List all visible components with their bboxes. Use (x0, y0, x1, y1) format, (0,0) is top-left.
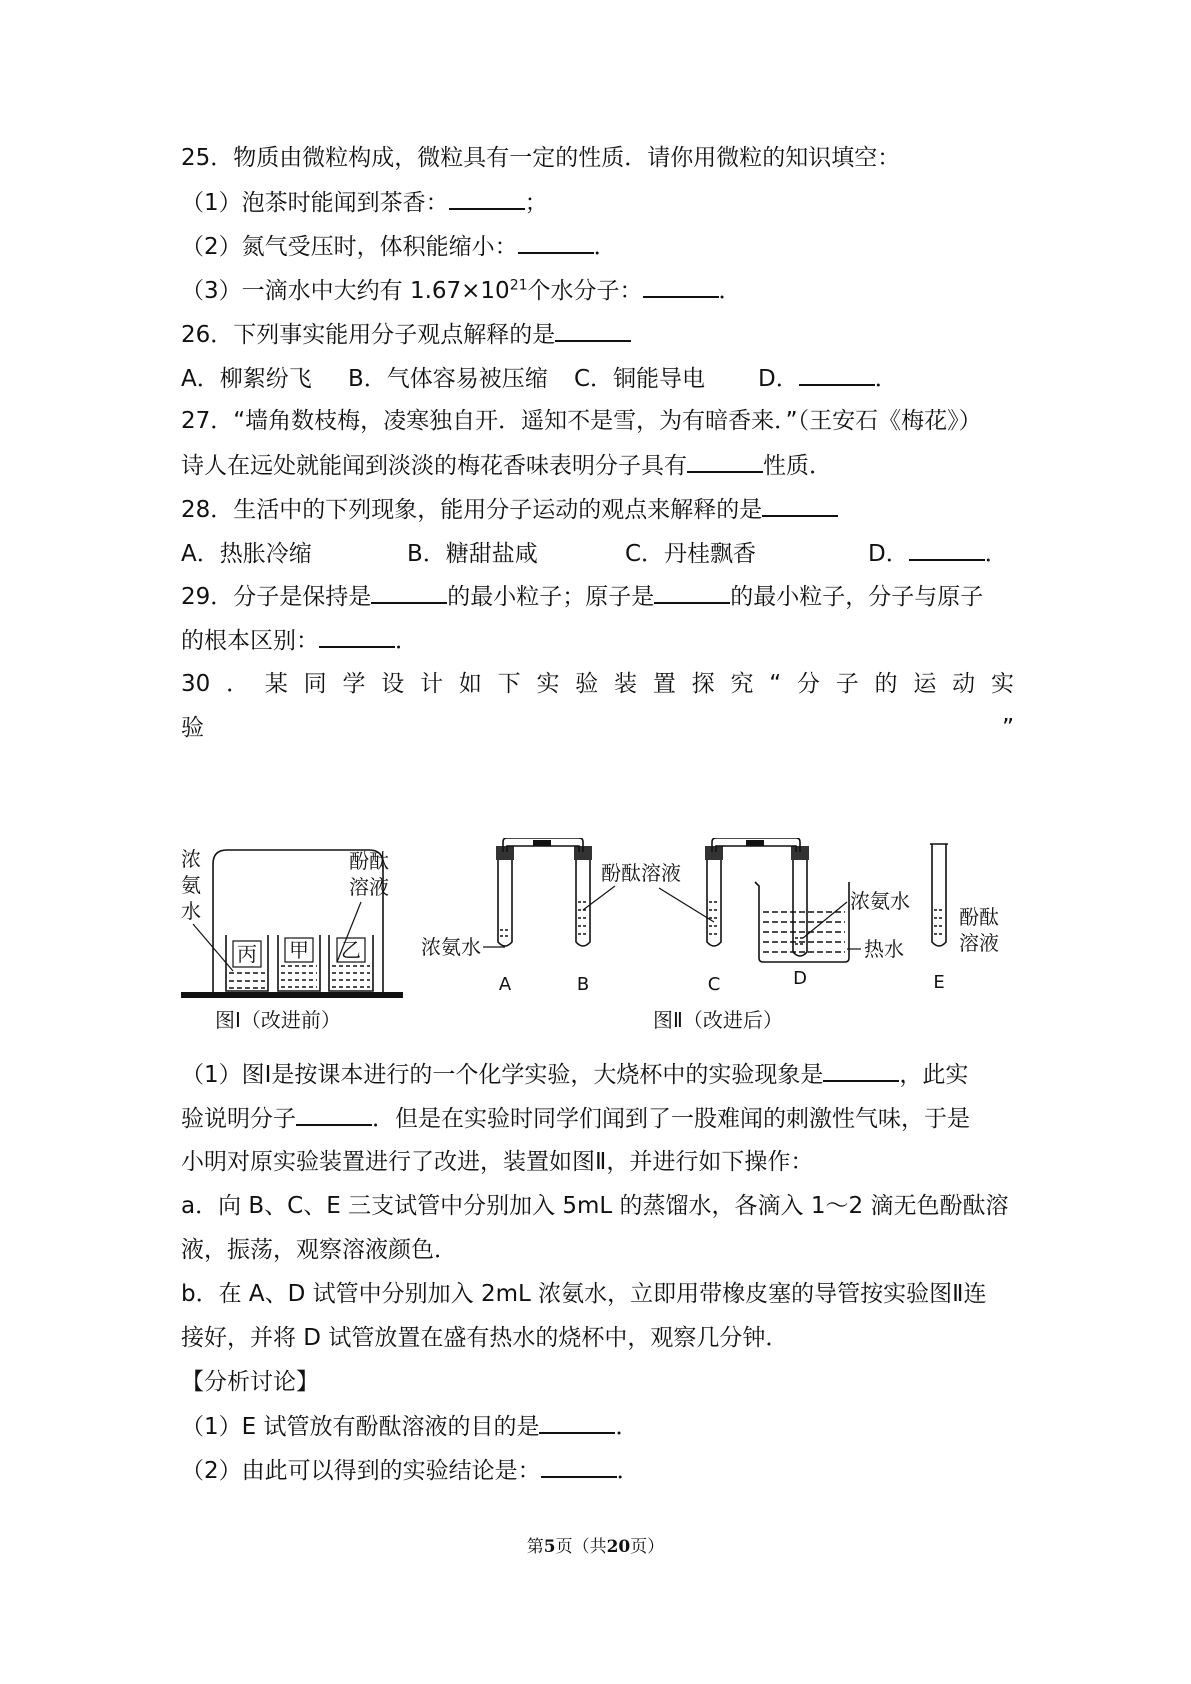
q25-part2-end: ． (593, 234, 617, 260)
q29-text-c: 的最小粒子，分子与原子 (730, 584, 984, 610)
q27-line2-text-a: 诗人在远处就能闻到淡淡的梅花香味表明分子具有 (181, 453, 687, 479)
q27-line2-text-b: 性质． (763, 453, 832, 479)
q30-s1-line3: 小明对原实验装置进行了改进，装置如图Ⅱ，并进行如下操作： (181, 1149, 814, 1175)
tube-b-label: B (576, 974, 590, 995)
answer-blank[interactable] (643, 274, 719, 298)
answer-blank[interactable] (319, 624, 395, 648)
fig1-phenol-label-2: 溶液 (349, 875, 389, 899)
tube-a (496, 846, 514, 946)
tube-d-label: D (793, 968, 807, 989)
q28-option-d: D． (868, 541, 909, 567)
q29-line1 (181, 580, 983, 613)
q30-d1-text: （1）E 试管放有酚酞溶液的目的是 (181, 1414, 540, 1440)
q29-line2-text-a: 的根本区别： (181, 628, 319, 654)
fig1-caption: 图Ⅰ（改进前） (215, 1008, 341, 1032)
q30-char: 装 (614, 671, 638, 697)
tube-e (930, 844, 948, 946)
q26-option-c: C．铜能导电 (574, 366, 706, 392)
answer-blank[interactable] (449, 186, 525, 210)
q27-line2 (181, 449, 832, 482)
answer-blank[interactable] (541, 1454, 617, 1478)
page-footer (0, 1532, 1191, 1557)
answer-blank[interactable] (296, 1102, 372, 1126)
q30-line2 (181, 712, 1014, 744)
q30-char: 运 (913, 671, 937, 697)
beaker-yi-label: 乙 (341, 938, 361, 962)
fig2-ammonia-left-label: 浓氨水 (421, 935, 481, 959)
platform (181, 992, 403, 998)
tube-d (791, 846, 809, 956)
q30-step-a-line2: 液，振荡，观察溶液颜色． (181, 1237, 457, 1263)
q25-part2-text: （2）氮气受压时，体积能缩小： (181, 234, 518, 260)
q25-part2 (181, 230, 617, 263)
fig1-ammonia-label-2: 氨 (181, 873, 201, 897)
q30-step-b-line1: b．在 A、D 试管中分别加入 2mL 浓氨水，立即用带橡皮塞的导管按实验图Ⅱ连 (181, 1281, 987, 1307)
q25-part3-text-b: 个水分子： (527, 278, 643, 304)
q25-part1-end: ； (524, 190, 548, 216)
tube-e-label: E (933, 972, 945, 993)
fig1-ammonia-label-3: 水 (181, 899, 201, 923)
q28-option-a: A．热胀冷缩 (181, 541, 312, 567)
q30-char: 设 (381, 671, 405, 697)
q30-char: “ (769, 671, 782, 697)
q26-option-d-end: ． (874, 366, 898, 392)
fig2-hot-water-label: 热水 (864, 937, 904, 961)
q28-stem: 28．生活中的下列现象，能用分子运动的观点来解释的是 (181, 497, 763, 523)
q30-s1-line2 (181, 1102, 970, 1135)
q30-char: 计 (420, 671, 444, 697)
q29-text-b: 的最小粒子；原子是 (447, 584, 655, 610)
q26-option-b: B．气体容易被压缩 (348, 366, 548, 392)
connector-cd-clip (746, 840, 764, 846)
q30-char: 置 (652, 671, 676, 697)
q25-part1 (181, 186, 548, 219)
q28-option-d-end: ． (984, 541, 1008, 567)
answer-blank[interactable] (555, 318, 631, 342)
q30-char: 究 (730, 671, 754, 697)
answer-blank[interactable] (518, 230, 594, 254)
q30-d2 (181, 1454, 640, 1487)
q30-step-a-line1: a．向 B、C、E 三支试管中分别加入 5mL 的蒸馏水，各滴入 1～2 滴无色酚酞溶 (181, 1193, 1009, 1219)
q30-line2-text-b: ” (1002, 715, 1014, 741)
answer-blank[interactable] (823, 1058, 899, 1082)
connector-cd-inner (716, 846, 796, 852)
q29-text-a: 29．分子是保持是 (181, 584, 372, 610)
q29-line2-text-b: ． (395, 628, 418, 654)
tube-e-body (932, 844, 946, 946)
footer-mid: 页（共 (555, 1537, 607, 1557)
q30-char: ． (226, 671, 250, 697)
answer-blank[interactable] (539, 1410, 615, 1434)
tube-a-label: A (498, 974, 512, 995)
q26-options (181, 362, 898, 395)
q30-line2-text-a: 验 (181, 715, 204, 741)
answer-blank[interactable] (371, 580, 447, 604)
q30-d2-text: （2）由此可以得到的实验结论是： (181, 1458, 541, 1484)
connector-ab-inner (507, 846, 579, 852)
tube-a-body (498, 860, 512, 946)
q30-char: 动 (952, 671, 976, 697)
q30-char: 验 (575, 671, 599, 697)
q25-part3-end: ． (718, 278, 742, 304)
q29-line2 (181, 624, 418, 657)
q30-line1 (181, 668, 1014, 700)
fig2-e-phenol-label-2: 溶液 (959, 931, 999, 955)
fig2-phenol-label: 酚酞溶液 (601, 861, 681, 885)
q26-stem-line (181, 318, 631, 351)
q30-char: 如 (458, 671, 482, 697)
fig2-c-pointer (659, 888, 714, 922)
q26-option-d: D． (758, 366, 799, 392)
q30-char: 下 (497, 671, 521, 697)
fig1-ammonia-label-1: 浓 (181, 847, 201, 871)
q28-stem-line (181, 493, 838, 526)
q26-stem: 26．下列事实能用分子观点解释的是 (181, 322, 556, 348)
q30-s1-line2-a: 验说明分子 (181, 1106, 296, 1132)
q30-char: 实 (990, 671, 1014, 697)
tube-c (705, 846, 723, 946)
q30-s1-text-b: ，此实 (899, 1062, 969, 1088)
q30-char: 探 (691, 671, 715, 697)
q25-part3 (181, 274, 742, 307)
experiment-figure (181, 838, 1081, 1038)
answer-blank[interactable] (687, 449, 763, 473)
q30-analysis-heading: 【分析讨论】 (181, 1369, 319, 1395)
fig2-phenol-pointer (583, 886, 615, 910)
q30-d1 (181, 1410, 638, 1443)
figure-1 (181, 847, 403, 1032)
tube-c-stopper (705, 846, 723, 860)
footer-total-pages: 20 (606, 1537, 631, 1557)
q26-option-a: A．柳絮纷飞 (181, 366, 312, 392)
q27-line1: 27．“墙角数枝梅，凌寒独自开．遥知不是雪，为有暗香来．”（王安石《梅花》） (181, 408, 982, 434)
tube-c-body (707, 860, 721, 946)
answer-blank[interactable] (909, 537, 985, 561)
q30-char: 分 (796, 671, 820, 697)
q30-d1-end: ． (615, 1414, 639, 1440)
answer-blank[interactable] (654, 580, 730, 604)
q25-part3-text-a: （3）一滴水中大约有 1.67×10 (181, 278, 510, 304)
q30-char: 学 (342, 671, 366, 697)
connector-ab-clip (533, 840, 551, 846)
fig2-caption: 图Ⅱ（改进后） (653, 1008, 783, 1032)
q30-char: 子 (835, 671, 859, 697)
tube-a-stopper (496, 846, 514, 860)
q30-s1-text-a: （1）图Ⅰ是按课本进行的一个化学实验，大烧杯中的实验现象是 (181, 1062, 824, 1088)
tube-b (574, 846, 592, 946)
footer-page-number: 5 (543, 1537, 556, 1557)
figure-2 (421, 838, 999, 1032)
q30-char: 30 (181, 671, 211, 697)
q25-exponent: 21 (509, 277, 528, 294)
q30-s1-line2-b: ．但是在实验时同学们闻到了一股难闻的刺激性气味，于是 (372, 1106, 970, 1132)
q30-step-b-line2: 接好，并将 D 试管放置在盛有热水的烧杯中，观察几分钟． (181, 1325, 789, 1351)
tube-b-body (576, 860, 590, 946)
q28-options (181, 537, 1008, 570)
q30-char: 某 (264, 671, 288, 697)
footer-pre: 第 (526, 1537, 544, 1557)
q25-part1-text: （1）泡茶时能闻到茶香： (181, 190, 449, 216)
q30-s1-line1 (181, 1058, 968, 1091)
beaker-jia-label: 甲 (289, 938, 309, 962)
answer-blank[interactable] (762, 493, 838, 517)
beaker-bing-label: 丙 (237, 942, 257, 966)
q30-char: 的 (874, 671, 898, 697)
fig2-e-phenol-label-1: 酚酞 (959, 905, 999, 929)
tube-c-label: C (707, 974, 721, 995)
footer-post: 页） (630, 1537, 665, 1557)
fig1-phenol-label-1: 酚酞 (349, 849, 389, 873)
q30-char: 实 (536, 671, 560, 697)
q30-char: 同 (303, 671, 327, 697)
answer-blank[interactable] (799, 362, 875, 386)
q30-d2-end: ． (616, 1458, 640, 1484)
fig2-ammonia-right-label: 浓氨水 (850, 889, 910, 913)
q25-stem: 25．物质由微粒构成，微粒具有一定的性质．请你用微粒的知识填空： (181, 145, 901, 171)
q28-option-c: C．丹桂飘香 (625, 541, 757, 567)
q28-option-b: B．糖甜盐咸 (407, 541, 538, 567)
